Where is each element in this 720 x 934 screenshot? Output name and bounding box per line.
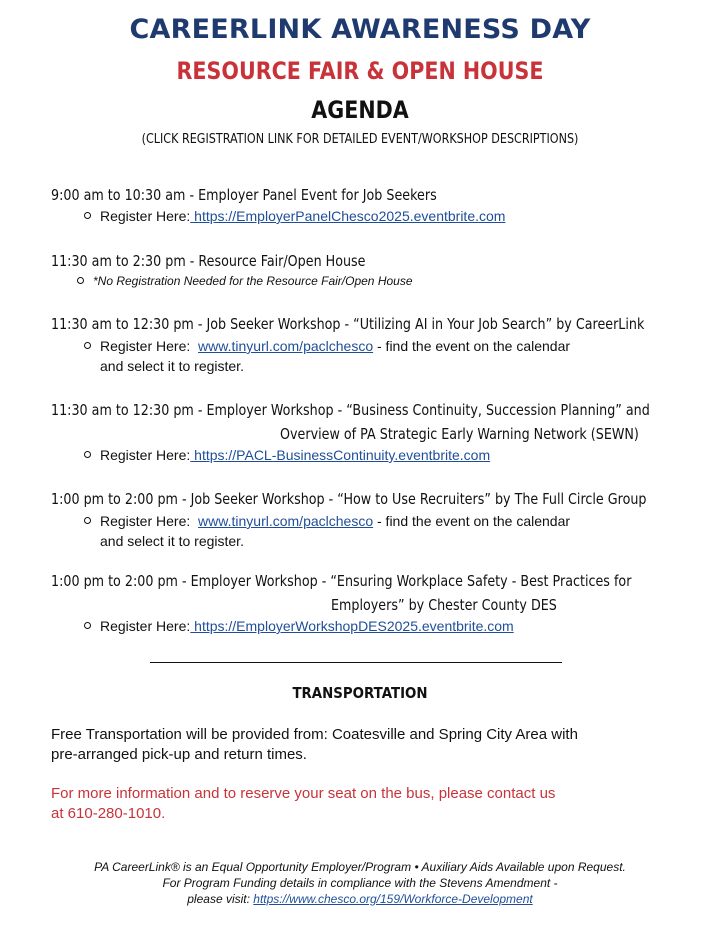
register-link[interactable]: https://EmployerPanelChesco2025.eventbrite.com — [190, 208, 506, 224]
no-registration-note: *No Registration Needed for the Resource Fair/Open House — [93, 274, 413, 288]
event-title: 9:00 am to 10:30 am - Employer Panel Event for Job Seekers — [51, 186, 437, 204]
event-title: 1:00 pm to 2:00 pm - Job Seeker Workshop - “How to Use Recruiters” by The Full Circle Group — [51, 490, 647, 508]
transportation-heading: TRANSPORTATION — [292, 684, 428, 702]
event-title-continuation: Employers” by Chester County DES — [331, 596, 557, 614]
register-line — [100, 513, 570, 529]
register-link[interactable]: https://PACL-BusinessContinuity.eventbrite.com — [190, 447, 491, 463]
event-title: 1:00 pm to 2:00 pm - Employer Workshop - “Ensuring Workplace Safety - Best Practices for — [51, 572, 632, 590]
footer-visit-label: please visit: — [187, 892, 254, 906]
footer-link[interactable]: https://www.chesco.org/159/Workforce-Development — [253, 892, 533, 906]
transportation-text: Free Transportation will be provided from: Coatesville and Spring City Area with — [51, 726, 578, 743]
register-line — [100, 447, 490, 463]
event-title-continuation: Overview of PA Strategic Early Warning Network (SEWN) — [280, 425, 639, 443]
circle-bullet-icon — [84, 622, 91, 629]
circle-bullet-icon — [77, 277, 84, 284]
contact-text: For more information and to reserve your seat on the bus, please contact us — [51, 785, 556, 802]
circle-bullet-icon — [84, 212, 91, 219]
footer-disclaimer: PA CareerLink® is an Equal Opportunity Employer/Program • Auxiliary Aids Available upon Request. — [94, 860, 626, 874]
event-title: 11:30 am to 12:30 pm - Job Seeker Workshop - “Utilizing AI in Your Job Search” by CareerLink — [51, 315, 645, 333]
footer-funding: For Program Funding details in compliance with the Stevens Amendment - — [162, 876, 558, 890]
section-divider — [150, 662, 562, 663]
register-label: Register Here: — [100, 208, 191, 224]
register-link[interactable]: www.tinyurl.com/paclchesco — [198, 513, 374, 529]
page-subtitle: RESOURCE FAIR & OPEN HOUSE — [176, 57, 544, 85]
register-line — [100, 338, 570, 354]
register-line — [100, 208, 505, 224]
event-title: 11:30 am to 2:30 pm - Resource Fair/Open House — [51, 252, 366, 270]
circle-bullet-icon — [84, 342, 91, 349]
contact-phone-text: at 610-280-1010. — [51, 805, 166, 822]
registration-instruction: (CLICK REGISTRATION LINK FOR DETAILED EVENT/WORKSHOP DESCRIPTIONS) — [141, 132, 579, 147]
circle-bullet-icon — [84, 451, 91, 458]
register-continuation: and select it to register. — [100, 533, 244, 549]
transportation-text: pre-arranged pick-up and return times. — [51, 746, 307, 763]
register-link[interactable]: www.tinyurl.com/paclchesco — [198, 338, 374, 354]
circle-bullet-icon — [84, 517, 91, 524]
register-suffix: - find the event on the calendar — [373, 513, 571, 529]
register-line — [100, 618, 514, 634]
page-title: CAREERLINK AWARENESS DAY — [129, 14, 591, 45]
register-label: Register Here: — [100, 618, 191, 634]
register-continuation: and select it to register. — [100, 358, 244, 374]
register-label: Register Here: — [100, 513, 191, 529]
register-suffix: - find the event on the calendar — [373, 338, 571, 354]
register-label: Register Here: — [100, 338, 191, 354]
register-link[interactable]: https://EmployerWorkshopDES2025.eventbrite.com — [190, 618, 514, 634]
event-title: 11:30 am to 12:30 pm - Employer Workshop - “Business Continuity, Succession Planning” and — [51, 401, 650, 419]
agenda-heading: AGENDA — [311, 96, 409, 124]
footer-visit — [0, 892, 720, 906]
register-label: Register Here: — [100, 447, 191, 463]
